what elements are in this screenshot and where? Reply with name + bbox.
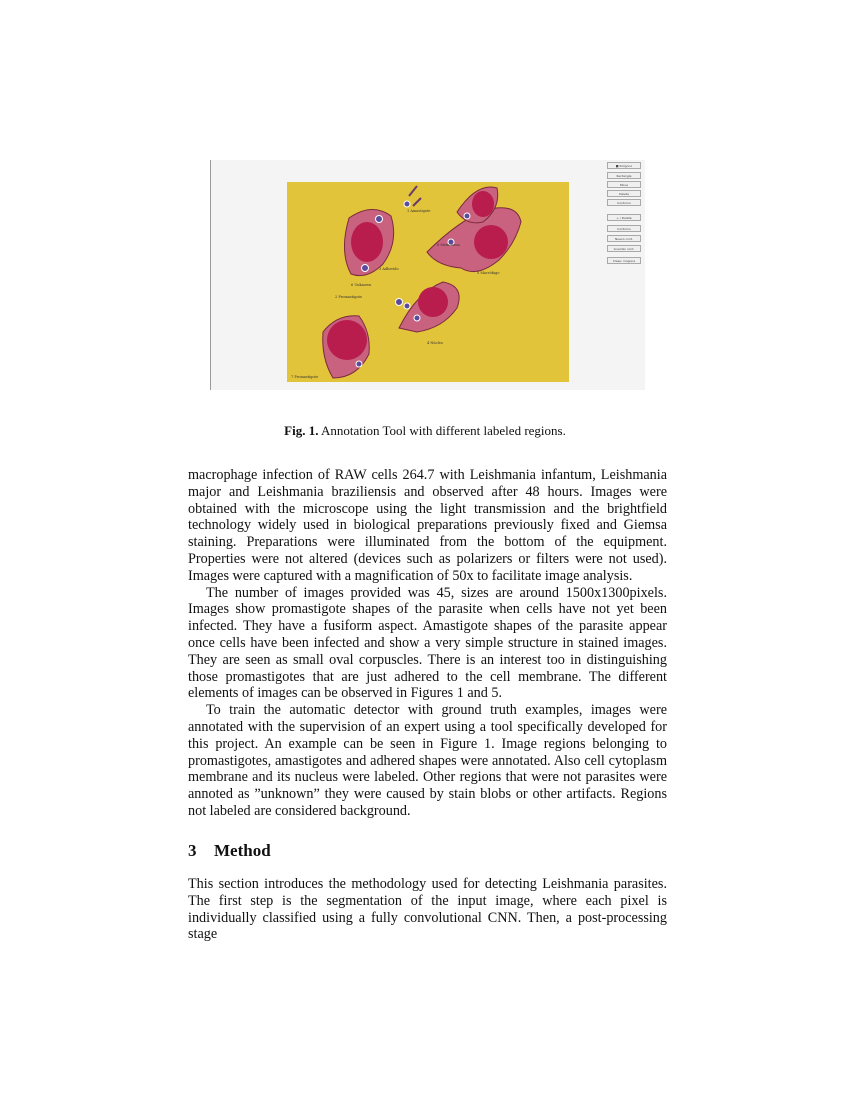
rectangle-button[interactable]: Rectangle xyxy=(607,172,641,179)
contour-button[interactable]: Contorno xyxy=(607,199,641,206)
section-title: Method xyxy=(214,841,271,860)
annotation-tool-window xyxy=(210,160,645,390)
microscopy-image-drawing xyxy=(287,182,569,382)
region-label: 8 Membrana xyxy=(437,243,460,247)
region-label: 6 Unknown xyxy=(351,283,372,287)
paragraph: To train the automatic detector with ground truth examples, images were annotated with the supervision of an expert using a tool specifically developed for this project. An example can be seen in Figure 1. Image regions belonging to promastigotes, amastigotes and adhered shapes were annotated. Also cell cytoplasm membrane and its nucleus were labeled. Other regions that were not parasites were annoted as ”unknown” they were caused by stain blobs or other artifacts. Regions not labeled are considered background. xyxy=(188,702,667,819)
add-delete-button[interactable]: + / Delete xyxy=(607,214,641,221)
region-label: 4 Núcleo xyxy=(427,341,443,345)
body-text xyxy=(188,467,667,820)
paragraph: This section introduces the methodology used for detecting Leishmania parasites. The first step is the segmentation of the input image, where each pixel is individually classified using a fully convolutional CNN. Then, a post-processing stage xyxy=(188,876,667,943)
class-select[interactable]: Clase: ninguna xyxy=(607,257,641,264)
figure-1 xyxy=(210,160,644,390)
section-body xyxy=(188,876,667,943)
section-number: 3 xyxy=(188,841,197,860)
region-label: 7 Promastigote xyxy=(291,375,319,379)
region-label: 1 Amastigote xyxy=(407,209,431,213)
move-button[interactable]: Move xyxy=(607,181,641,188)
caption-label: Fig. 1. xyxy=(284,423,319,438)
figure-caption xyxy=(0,423,850,439)
save-contour-button[interactable]: Guardar cont. xyxy=(607,245,641,252)
region-label: 5 Macrófago xyxy=(477,271,500,275)
paragraph: macrophage infection of RAW cells 264.7 with Leishmania infantum, Leishmania major and Leishmania braziliensis and observed after 48 hours. Images were obtained with the microscope using the light transmission and the brightfield technology widely used in biological preparations previously fixed and Giemsa staining. Preparations were illuminated from the bottom of the equipment. Properties were not altered (devices such as polarizers or filters were not used). Images were captured with a magnification of 50x to facilitate image analysis. xyxy=(188,467,667,584)
region-label: 2 Promastigote xyxy=(335,295,363,299)
paragraph: The number of images provided was 45, sizes are around 1500x1300pixels. Images show promastigote shapes of the parasite when cells have not yet been infected. They have a fusiform aspect. Amastigote shapes of the parasite appear once cells have been infected and show a very simple structure in stained images. They are seen as small oval corpuscles. There is an interest too in distinguishing those promastigotes that are just adhered to the cell membrane. The different elements of images can be observed in Figures 1 and 5. xyxy=(188,584,667,702)
contour-list-button[interactable]: Contorno xyxy=(607,225,641,232)
polygon-button[interactable]: ■ Polígono xyxy=(607,162,641,169)
new-contour-button[interactable]: Nuevo cont. xyxy=(607,235,641,242)
section-heading xyxy=(188,841,271,861)
region-label: 3 Adherido xyxy=(379,267,399,271)
delete-button[interactable]: Delete xyxy=(607,190,641,197)
microscopy-image xyxy=(287,182,569,382)
caption-text: Annotation Tool with different labeled regions. xyxy=(321,423,566,438)
